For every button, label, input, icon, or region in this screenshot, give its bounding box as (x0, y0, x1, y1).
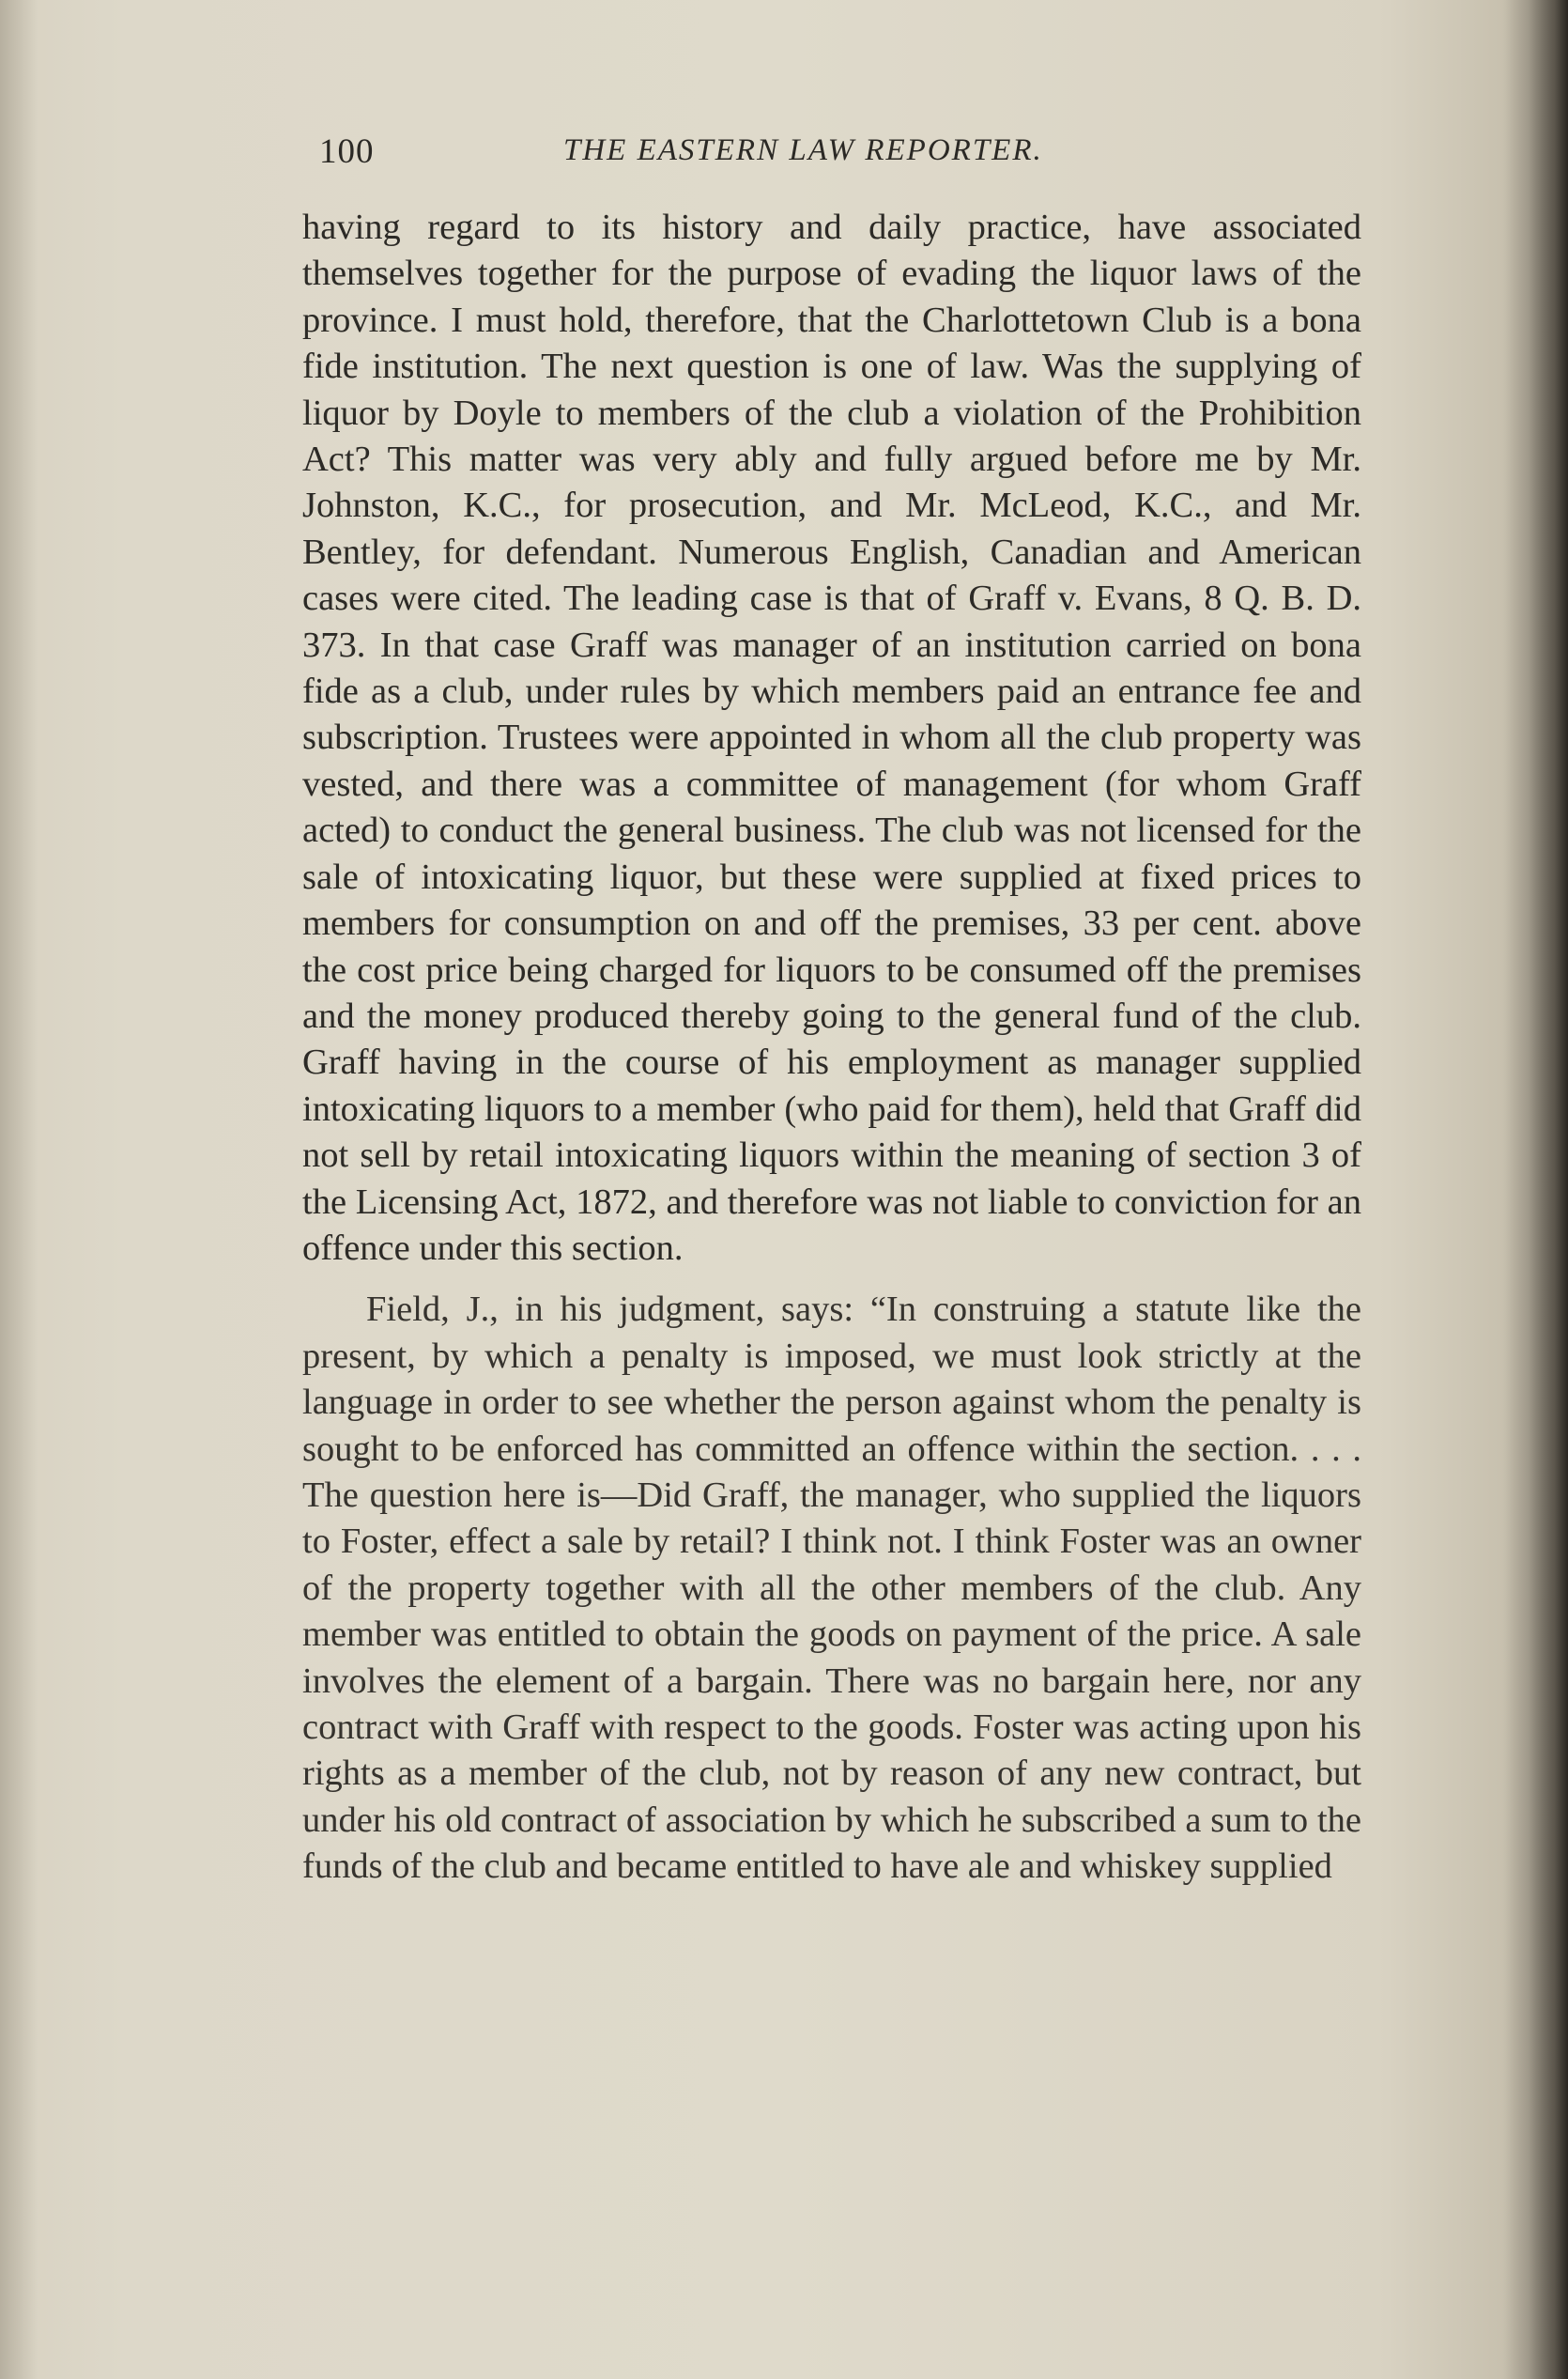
paragraph-continuation: having regard to its history and daily practice, have associated themselves together for the purpose of evading the liquor laws of the province. I must hold, therefore, that the Charlottetown Club is a bona fide institution. The next question is one of law. Was the supplying of liquor by Doyle to members of the club a violation of the Prohibition Act? This matter was very ably and fully argued before me by Mr. Johnston, K.C., for prosecution, and Mr. McLeod, K.C., and Mr. Bentley, for defendant. Numerous English, Canadian and American cases were cited. The leading case is that of Graff v. Evans, 8 Q. B. D. 373. In that case Graff was manager of an institution carried on bona fide as a club, under rules by which members paid an entrance fee and subscription. Trustees were appointed in whom all the club property was vested, and there was a committee of management (for whom Graff acted) to conduct the general business. The club was not licensed for the sale of intoxicating liquor, but these were supplied at fixed prices to members for consumption on and off the premises, 33 per cent. above the cost price being charged for liquors to be consumed off the premises and the money produced thereby going to the general fund of the club. Graff having in the course of his employment as manager supplied intoxicating liquors to a member (who paid for them), held that Graff did not sell by retail intoxicating liquors within the meaning of section 3 of the Licensing Act, 1872, and therefore was not liable to conviction for an offence under this section. (302, 208, 1361, 1268)
running-title: THE EASTERN LAW REPORTER. (563, 133, 1043, 167)
body-text (302, 205, 1361, 1891)
page-number: 100 (319, 132, 375, 171)
page-left-shadow (0, 0, 38, 2379)
page-header (300, 122, 1286, 178)
paragraph-field-judgment: Field, J., in his judgment, says: “In construing a statute like the present, by which a penalty is imposed, we must look strictly at the language in order to see whether the person against whom the penalty is sought to be enforced has committed an offence within the section. . . . The question here is—Did Graff, the manager, who supplied the liquors to Foster, effect a sale by retail? I think not. I think Foster was an owner of the property together with all the other members of the club. Any member was entitled to obtain the goods on payment of the price. A sale involves the element of a bargain. There was no bargain here, nor any contract with Graff with respect to the goods. Foster was acting upon his rights as a member of the club, not by reason of any new contract, but under his old contract of association by which he subscribed a sum to the funds of the club and became entitled to have ale and whiskey supplied (302, 1290, 1361, 1887)
page-binding-shadow (1502, 0, 1568, 2379)
